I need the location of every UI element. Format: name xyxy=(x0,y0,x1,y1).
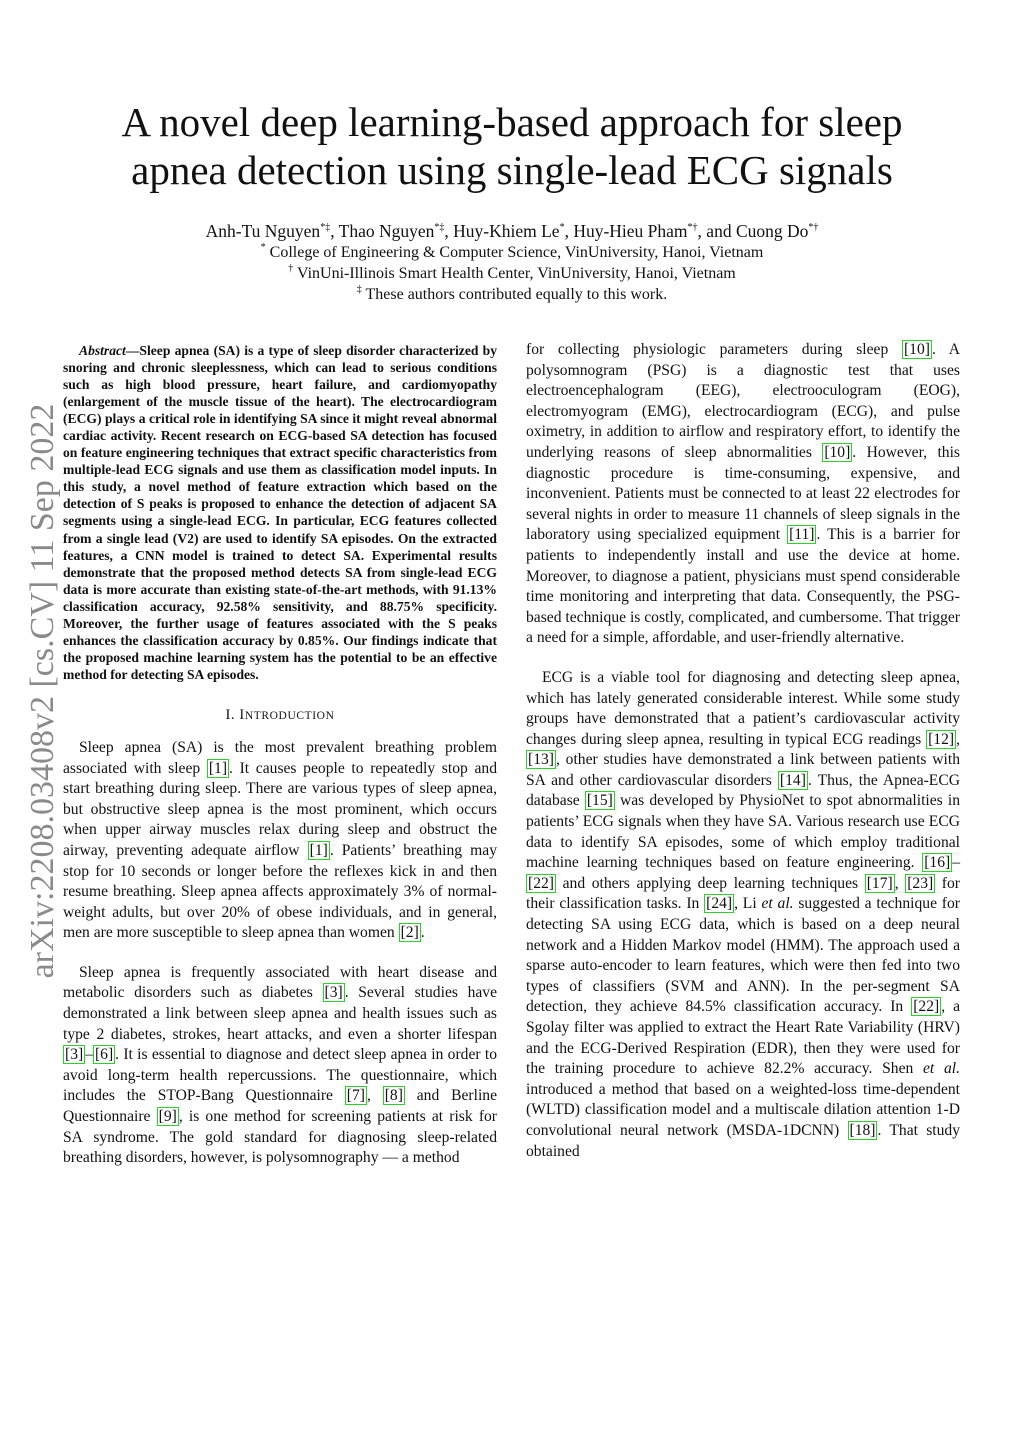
paragraph xyxy=(63,738,497,944)
body-text: , other studies have demonstrated a link between patients with SA and other cardiovascular disorders xyxy=(526,751,960,789)
author-name: Thao Nguyen xyxy=(338,221,435,241)
affiliation-3 xyxy=(60,285,964,305)
body-text: ECG is a viable tool for diagnosing and detecting sleep apnea, which has lately generated considerable interest. While some study groups have demonstrated that a patient’s cardiovascular activity changes during sleep apnea, resulting in typical ECG readings xyxy=(526,668,960,748)
citation-link[interactable]: [18] xyxy=(849,1121,876,1139)
citation-link[interactable]: [12] xyxy=(928,730,955,748)
citation-link[interactable]: [7] xyxy=(346,1087,365,1105)
citation-link[interactable]: [13] xyxy=(528,751,554,769)
body-text: , Li xyxy=(734,895,762,913)
body-text: Sleep apnea is frequently associated with heart disease and metabolic disorders such as diabetes xyxy=(63,963,497,1002)
affiliation-mark: * xyxy=(260,242,266,253)
emphasis-text: et al. xyxy=(761,895,794,913)
body-text: , is one method for screening patients at risk for SA syndrome. The gold standard for diagnosing sleep-related breathing disorders, however, is polysomnography — a method xyxy=(63,1108,497,1167)
body-text: suggested a technique for detecting SA using ECG data, which is based on a deep neural network and a Hidden Markov model (HMM). The approach used a sparse auto-encoder to learn features, which were then fed into two types of classifiers (SVM and ANN). In the per-segment SA detection, they achieve 84.5% classification accuracy. In xyxy=(526,895,960,1016)
author-mark: *† xyxy=(687,222,698,233)
citation-link[interactable]: [17] xyxy=(866,874,893,892)
body-text: . It is essential to diagnose and detect sleep apnea in order to avoid long-term health repercussions. The questionnaire, which includes the STOP-Bang Questionnaire xyxy=(63,1046,497,1105)
abstract-label: Abstract xyxy=(79,343,126,358)
citation-link[interactable]: [3] xyxy=(65,1046,84,1064)
body-text: , xyxy=(894,874,906,892)
paragraph xyxy=(526,668,960,1162)
body-text: . A polysomnogram (PSG) is a diagnostic test that uses electroencephalogram (EEG), electrooculogram (EOG), electromyogram (EMG), electrocardiogram (ECG), and pulse oximetry, in addition to airflow and respiratory effort, to identify the underlying reasons of sleep abnormalities xyxy=(526,341,960,461)
body-text: . This is a barrier for patients to independently install and use the device at home. Moreover, to diagnose a patient, physicians must spend considerable time monitoring and interpreting that data. Consequently, the PSG-based technique is costly, complicated, and cumbersome. That trigger a need for a simple, affordable, and user-friendly alternative. xyxy=(526,526,961,647)
left-column xyxy=(63,340,497,1169)
citation-link[interactable]: [16] xyxy=(924,854,951,872)
author-list: Anh-Tu Nguyen*‡, Thao Nguyen*‡, Huy-Khiem Le*, Huy-Hieu Pham*†, and Cuong Do*† xyxy=(205,221,819,241)
section-heading-introduction xyxy=(63,705,497,726)
body-text: for their classification tasks. In xyxy=(526,874,960,913)
right-column xyxy=(526,340,960,1162)
author-mark: *‡ xyxy=(434,222,445,233)
affiliation-mark: ‡ xyxy=(356,284,362,295)
abstract-text: —Sleep apnea (SA) is a type of sleep disorder characterized by snoring and chronic sleeplessness, which can lead to serious conditions such as high blood pressure, heart failure, and cardiomyopathy (enlargement of the muscle tissue of the heart). The electrocardiogram (ECG) plays a critical role in identifying SA since it might reveal abnormal cardiac activity. Recent research on ECG-based SA detection has focused on feature engineering techniques that extract specific characteristics from multiple-lead ECG signals and use them as classification model inputs. In this study, a novel method of feature extraction which based on the detection of S peaks is proposed to enhance the detection of adjacent SA segments using a single-lead ECG. In particular, ECG features collected from a single lead (V2) are used to identify SA episodes. On the extracted features, a CNN model is trained to detect SA. Experimental results demonstrate that the proposed method detects SA from single-lead ECG data is more accurate than existing state-of-the-art methods, with 91.13% classification accuracy, 92.58% sensitivity, and 88.75% specificity. Moreover, the further usage of features associated with the S peaks enhances the classification accuracy by 0.85%. Our findings indicate that the proposed machine learning system has the potential to be an effective method for detecting SA episodes. xyxy=(63,343,497,682)
author-mark: * xyxy=(559,222,565,233)
paper-title: A novel deep learning-based approach for sleep apnea detection using single-lead ECG signals xyxy=(121,99,903,193)
citation-link[interactable]: [2] xyxy=(400,924,419,942)
body-text: , xyxy=(366,1087,383,1105)
body-text: . It causes people to repeatedly stop and start breathing during sleep. There are various types of sleep apnea, but obstructive sleep apnea is the most prominent, which occurs when upper airway muscles relax during sleep and obstruct the airway, preventing adequate airflow xyxy=(63,759,497,859)
body-text: and Berline Questionnaire xyxy=(63,1087,497,1126)
citation-link[interactable]: [8] xyxy=(384,1087,403,1105)
body-text: was developed by PhysioNet to spot abnormalities in patients’ ECG signals when they have SA. Various research use ECG data to identify SA episodes, some of which employ traditional machine learning techniques based on feature engineering. xyxy=(526,792,960,872)
affiliation-text: College of Engineering & Computer Science, VinUniversity, Hanoi, Vietnam xyxy=(269,244,764,261)
affiliation-text: These authors contributed equally to this work. xyxy=(365,286,668,303)
affiliation-1 xyxy=(60,243,964,263)
affiliation-text: VinUni-Illinois Smart Health Center, VinUniversity, Hanoi, Vietnam xyxy=(296,265,736,282)
author-name: Anh-Tu Nguyen xyxy=(205,221,321,241)
arxiv-identifier: arXiv:2208.03408v2 [cs.CV] 11 Sep 2022 xyxy=(24,403,61,979)
section-number: I. xyxy=(225,706,236,723)
citation-link[interactable]: [6] xyxy=(94,1046,114,1064)
citation-link[interactable]: [1] xyxy=(309,841,328,859)
citation-link[interactable]: [24] xyxy=(706,895,733,913)
body-text: . Patients’ breathing may stop for 10 seconds or longer before the reflexes kick in and then resume breathing. Sleep apnea affects approximately 3% of normal-weight adults, but over 20% of obese individuals, and in general, men are more susceptible to sleep apnea than women xyxy=(63,841,497,942)
citation-link[interactable]: [10] xyxy=(903,341,930,358)
citation-link[interactable]: [14] xyxy=(779,771,806,789)
body-text: introduced a method that based on a weighted-loss time-dependent (WLTD) classification model and a multiscale dilation attention 1-D convolutional neural network (MSDA-1DCNN) xyxy=(526,1080,960,1139)
body-text: , a Sgolay filter was applied to extract the Heart Rate Variability (HRV) and the ECG-Derived Respiration (EDR), then they were used for the training procedure to achieve 82.2% accuracy. Shen xyxy=(526,998,960,1078)
section-title-initial: I xyxy=(239,706,245,723)
affiliation-2 xyxy=(60,264,964,284)
citation-link[interactable]: [23] xyxy=(907,874,934,892)
emphasis-text: et al. xyxy=(923,1060,961,1078)
paragraph xyxy=(526,340,960,649)
citation-link[interactable]: [9] xyxy=(158,1108,177,1126)
body-text: for collecting physiologic parameters during sleep xyxy=(526,341,902,358)
author-name: Huy-Khiem Le xyxy=(453,221,560,241)
citation-link[interactable]: [11] xyxy=(789,526,815,544)
citation-link[interactable]: [3] xyxy=(324,984,343,1002)
citation-link[interactable]: [22] xyxy=(913,998,940,1016)
body-text: . However, this diagnostic procedure is time-consuming, expensive, and inconvenient. Patients must be connected to at least 22 electrodes for several nights in order to measure 11 channels of sleep signals in the laboratory using specialized equipment xyxy=(526,443,960,544)
author-name: Huy-Hieu Pham xyxy=(573,221,688,241)
body-text: and others applying deep learning techniques xyxy=(555,874,865,892)
body-text: . That study obtained xyxy=(526,1121,960,1160)
citation-link[interactable]: [22] xyxy=(528,874,554,892)
body-text: , xyxy=(956,730,960,748)
author-mark: *† xyxy=(808,222,819,233)
citation-link[interactable]: [1] xyxy=(208,759,228,777)
body-text: – xyxy=(85,1046,93,1064)
citation-link[interactable]: [15] xyxy=(586,792,613,810)
body-text: . Several studies have demonstrated a link between sleep apnea and health issues such as type 2 diabetes, strokes, heart attacks, and even a shorter lifespan xyxy=(63,984,498,1043)
author-mark: *‡ xyxy=(320,222,331,233)
abstract xyxy=(63,342,497,683)
body-text: . xyxy=(420,924,425,942)
author-name: Cuong Do xyxy=(735,221,809,241)
body-text: Sleep apnea (SA) is the most prevalent breathing problem associated with sleep xyxy=(63,738,497,777)
body-text: . Thus, the Apnea-ECG database xyxy=(526,771,960,810)
paragraph xyxy=(63,963,497,1169)
citation-link[interactable]: [10] xyxy=(824,443,851,461)
section-title-rest: NTRODUCTION xyxy=(244,709,335,722)
affiliation-mark: † xyxy=(288,263,294,274)
body-text: – xyxy=(952,854,960,872)
